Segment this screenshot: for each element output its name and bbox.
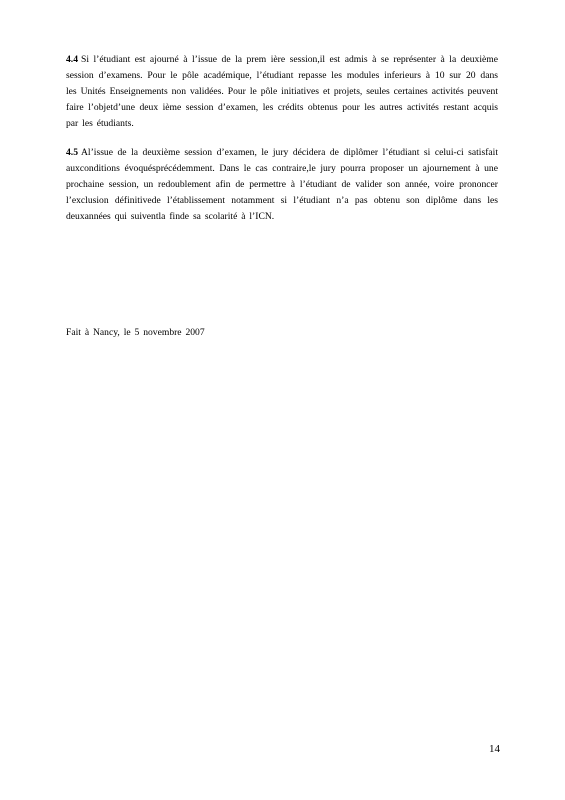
section-4-5 — [66, 145, 498, 225]
section-text: Al’issue de la deuxième session d’examen, le jury décidera de diplômer l’étudiant si celui-ci satisfait auxconditions évoquésprécédemment. Dans le cas contraire,le jury pourra proposer un ajournement à une prochaine session, un redoublement afin de permettre à l’étudiant de valider son année, voire prononcer l’exclusion définitivede l’établissement notamment si l’étudiant n’a pas obtenu son diplôme dans les deuxannées qui suiventla finde sa scolarité à l’ICN. — [66, 147, 498, 222]
section-number: 4.4 — [66, 54, 78, 65]
section-number: 4.5 — [66, 147, 78, 158]
page-number: 14 — [489, 743, 500, 755]
place-and-date: Fait à Nancy, le 5 novembre 2007 — [66, 327, 205, 338]
section-text: Si l’étudiant est ajourné à l’issue de la prem ière session,il est admis à se représenter à la deuxième session d’examens. Pour le pôle académique, l’étudiant repasse les modules inferieurs à 10 sur 20 dans les Unités Enseignements non validées. Pour le pôle initiatives et projets, seules certaines activités peuvent faire l’objetd’une deux ième session d’examen, les crédits obtenus pour les autres activités restant acquis par les étudiants. — [66, 54, 498, 129]
section-4-4 — [66, 52, 498, 132]
